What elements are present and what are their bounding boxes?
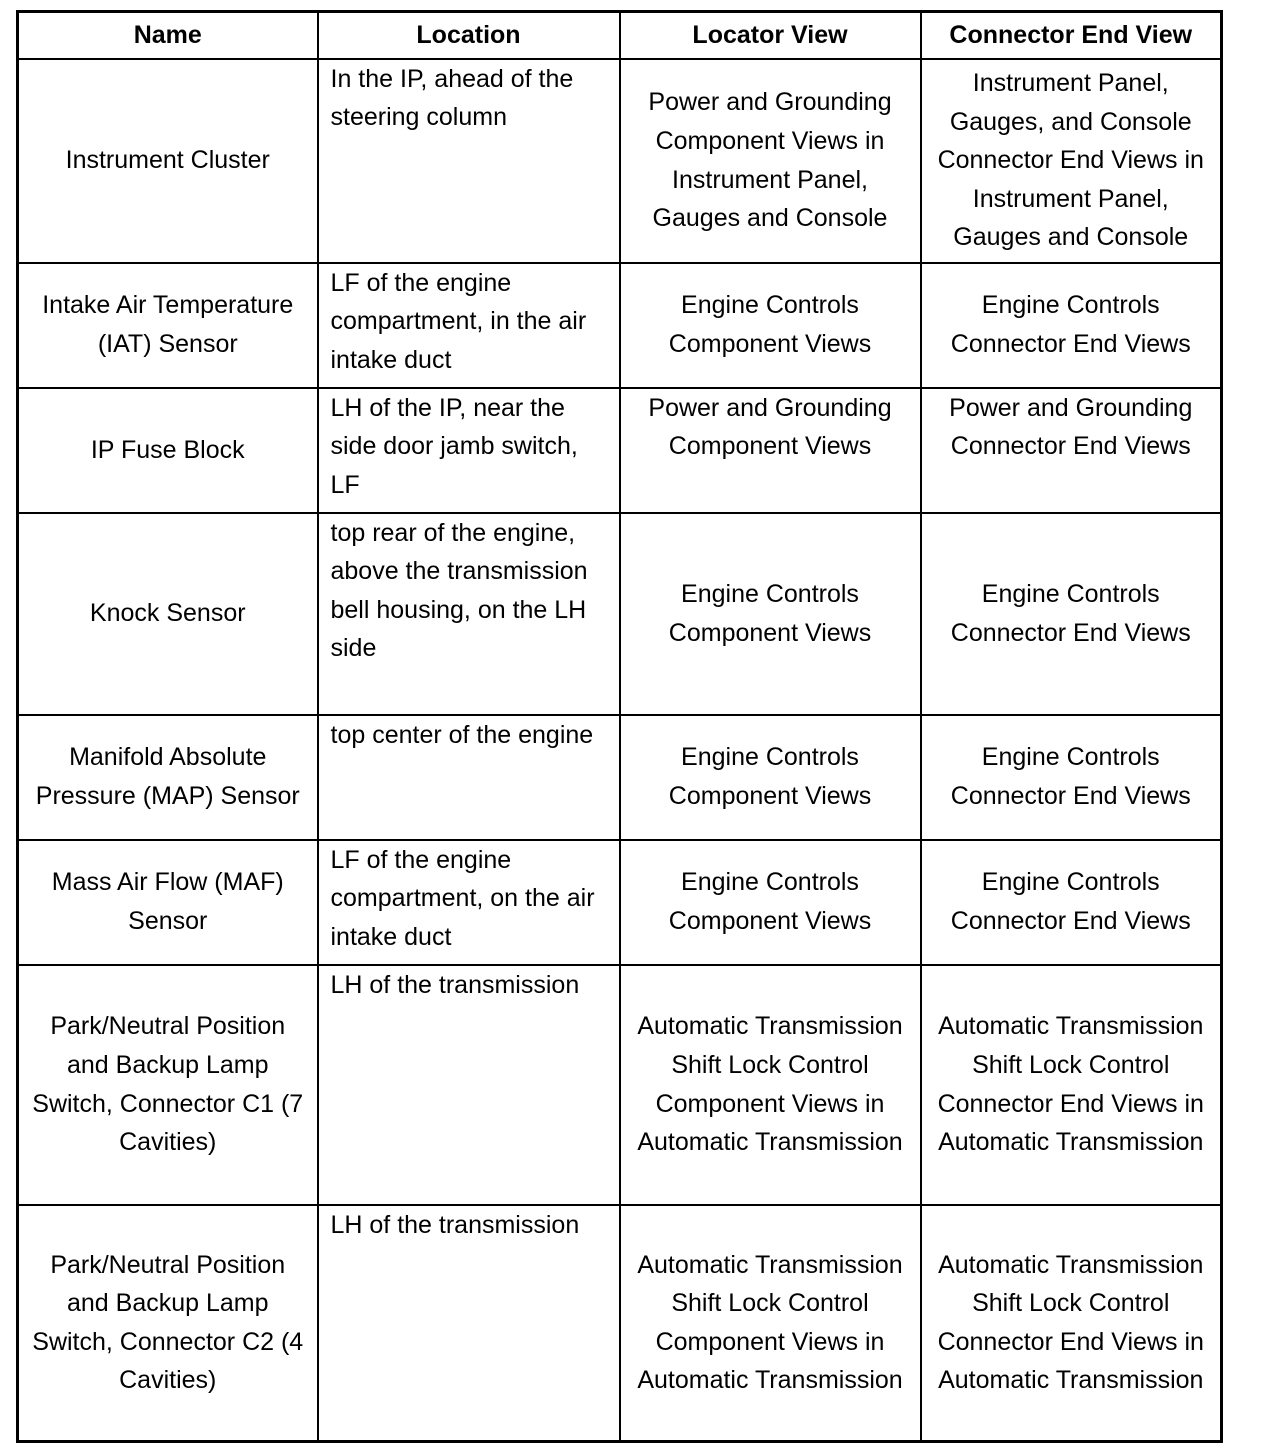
locator-view-cell: Power and Grounding Component Views xyxy=(620,388,921,513)
connector-end-view-cell: Engine Controls Connector End Views xyxy=(921,513,1222,715)
location-cell: LH of the transmission xyxy=(318,1205,620,1442)
name-cell: Manifold Absolute Pressure (MAP) Sensor xyxy=(18,715,318,840)
connector-end-view-cell: Engine Controls Connector End Views xyxy=(921,715,1222,840)
name-cell: Park/Neutral Position and Backup Lamp Switch, Connector C1 (7 Cavities) xyxy=(18,965,318,1205)
locator-view-cell: Engine Controls Component Views xyxy=(620,263,921,388)
table-row xyxy=(18,59,1222,263)
table-row xyxy=(18,388,1222,513)
component-locator-table xyxy=(16,10,1223,1443)
name-cell: Park/Neutral Position and Backup Lamp Switch, Connector C2 (4 Cavities) xyxy=(18,1205,318,1442)
table-row xyxy=(18,965,1222,1205)
name-cell: Mass Air Flow (MAF) Sensor xyxy=(18,840,318,965)
location-cell: LH of the IP, near the side door jamb switch, LF xyxy=(318,388,620,513)
location-cell: top center of the engine xyxy=(318,715,620,840)
header-connector-end-view: Connector End View xyxy=(921,12,1222,59)
header-row xyxy=(18,12,1222,59)
table-row xyxy=(18,840,1222,965)
location-cell: LF of the engine compartment, in the air intake duct xyxy=(318,263,620,388)
locator-view-cell: Power and Grounding Component Views in Instrument Panel, Gauges and Console xyxy=(620,59,921,263)
locator-view-cell: Automatic Transmission Shift Lock Control Component Views in Automatic Transmission xyxy=(620,965,921,1205)
name-cell: Intake Air Temperature (IAT) Sensor xyxy=(18,263,318,388)
location-cell: In the IP, ahead of the steering column xyxy=(318,59,620,263)
header-name: Name xyxy=(18,12,318,59)
location-cell: top rear of the engine, above the transmission bell housing, on the LH side xyxy=(318,513,620,715)
connector-end-view-cell: Automatic Transmission Shift Lock Control Connector End Views in Automatic Transmission xyxy=(921,965,1222,1205)
location-cell: LF of the engine compartment, on the air intake duct xyxy=(318,840,620,965)
name-cell: Instrument Cluster xyxy=(18,59,318,263)
connector-end-view-cell: Engine Controls Connector End Views xyxy=(921,840,1222,965)
locator-view-cell: Engine Controls Component Views xyxy=(620,513,921,715)
connector-end-view-cell: Power and Grounding Connector End Views xyxy=(921,388,1222,513)
location-cell: LH of the transmission xyxy=(318,965,620,1205)
table-row xyxy=(18,1205,1222,1442)
locator-view-cell: Engine Controls Component Views xyxy=(620,715,921,840)
connector-end-view-cell: Automatic Transmission Shift Lock Control Connector End Views in Automatic Transmission xyxy=(921,1205,1222,1442)
name-cell: Knock Sensor xyxy=(18,513,318,715)
connector-end-view-cell: Engine Controls Connector End Views xyxy=(921,263,1222,388)
locator-view-cell: Automatic Transmission Shift Lock Control Component Views in Automatic Transmission xyxy=(620,1205,921,1442)
table-row xyxy=(18,715,1222,840)
header-locator-view: Locator View xyxy=(620,12,921,59)
locator-view-cell: Engine Controls Component Views xyxy=(620,840,921,965)
header-location: Location xyxy=(318,12,620,59)
table-row xyxy=(18,263,1222,388)
name-cell: IP Fuse Block xyxy=(18,388,318,513)
connector-end-view-cell: Instrument Panel, Gauges, and Console Connector End Views in Instrument Panel, Gauges and Console xyxy=(921,59,1222,263)
table-row xyxy=(18,513,1222,715)
